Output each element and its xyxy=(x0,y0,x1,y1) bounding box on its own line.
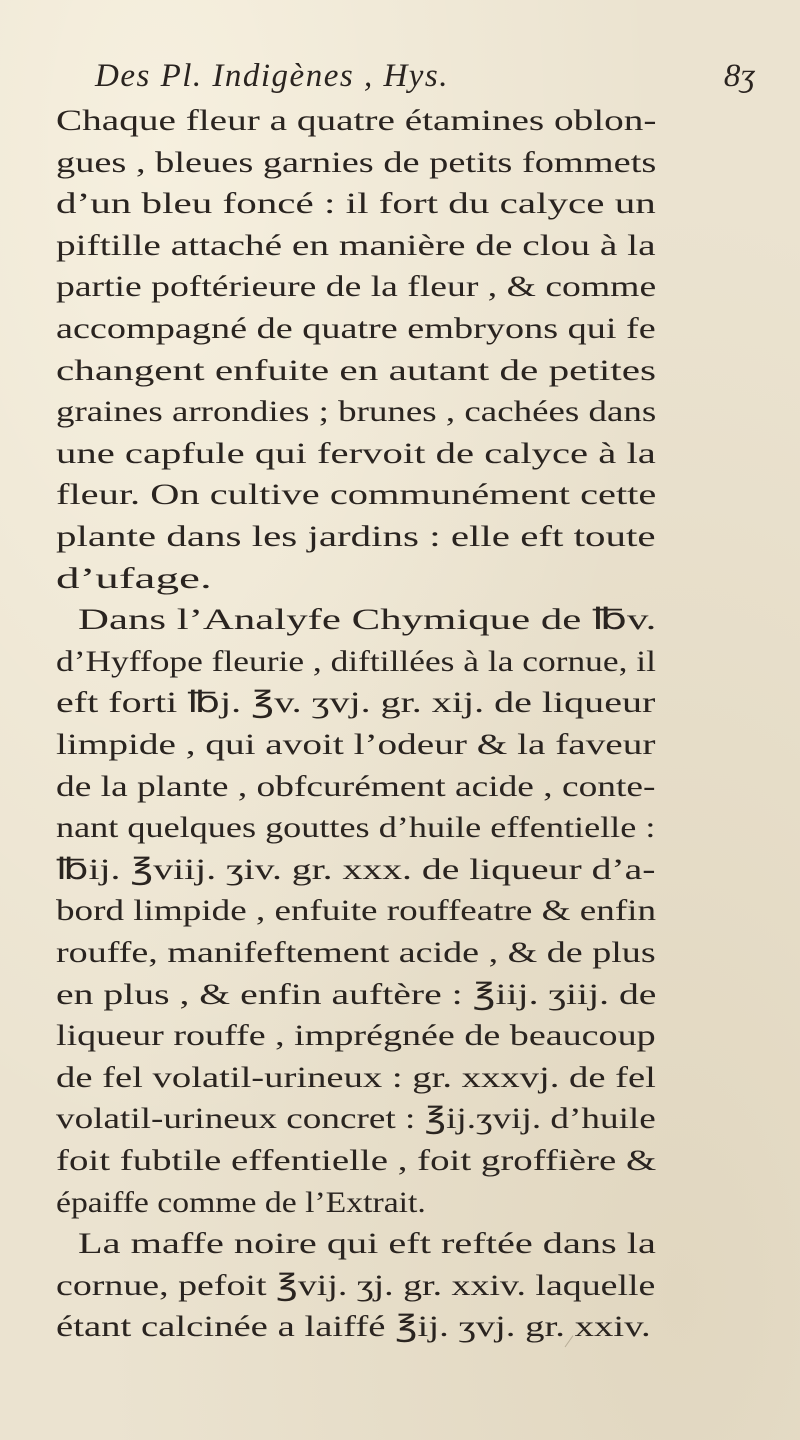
text-line: fleur. On cultive communément cette xyxy=(56,479,657,512)
text-line: d’un bleu foncé : il fort du calyce un xyxy=(56,188,656,221)
text-line: foit fubtile effentielle , foit groffière & xyxy=(56,1145,657,1177)
text-line: accompagné de quatre embryons qui fe xyxy=(56,313,656,345)
text-line: cornue, pefoit ℥vij. ʒj. gr. xxiv. laquelle xyxy=(56,1269,656,1302)
text-line: étant calcinée a laiffé ℥ij. ʒvj. gr. xxiv. xyxy=(56,1311,651,1344)
text-line: d’ufage. xyxy=(56,562,212,595)
text-line: liqueur rouffe , imprégnée de beaucoup xyxy=(56,1020,656,1053)
text-line: gues , bleues garnies de petits fommets xyxy=(56,146,657,179)
text-line: changent enfuite en autant de petites xyxy=(56,354,657,387)
text-line: épaiffe comme de l’Extrait. xyxy=(56,1186,426,1219)
paragraph-start-line: Dans l’Analyfe Chymique de ℔v. xyxy=(78,604,657,637)
text-line: volatil-urineux concret : ℥ij.ʒvij. d’huile xyxy=(56,1103,656,1136)
text-line: limpide , qui avoit l’odeur & la faveur xyxy=(56,729,656,761)
paragraph-start-line: La maffe noire qui eft reftée dans la xyxy=(78,1228,656,1261)
running-title: Des Pl. Indigènes , Hys. xyxy=(95,58,450,94)
text-line: en plus , & enfin auftère : ℥iij. ʒiij. de xyxy=(56,978,657,1011)
text-line: de la plante , obfcurément acide , conte- xyxy=(56,770,656,803)
text-line: rouffe, manifeftement acide , & de plus xyxy=(56,937,656,969)
text-line: eft forti ℔j. ℥v. ʒvj. gr. xij. de liqueur xyxy=(56,687,656,720)
text-line: de fel volatil-urineux : gr. xxxvj. de fel xyxy=(56,1061,656,1094)
running-head xyxy=(95,58,763,108)
text-line: nant quelques gouttes d’huile effentielle : xyxy=(56,812,656,845)
text-line: piftille attaché en manière de clou à la xyxy=(56,229,656,262)
text-line: bord limpide , enfuite rouffeatre & enfin xyxy=(56,895,657,928)
text-line: Chaque fleur a quatre étamines oblon- xyxy=(56,105,657,137)
page-number: 8ʒ xyxy=(723,58,755,94)
text-line: plante dans les jardins : elle eft toute xyxy=(56,521,656,553)
text-line: d’Hyffope fleurie , diftillées à la cornue, il xyxy=(56,645,656,678)
text-line: partie poftérieure de la fleur , & comme xyxy=(56,271,657,304)
text-line: ℔ij. ℥viij. ʒiv. gr. xxx. de liqueur d’a- xyxy=(56,853,656,886)
text-line: une capfule qui fervoit de calyce à la xyxy=(56,437,656,470)
text-line: graines arrondies ; brunes , cachées dans xyxy=(56,396,657,429)
